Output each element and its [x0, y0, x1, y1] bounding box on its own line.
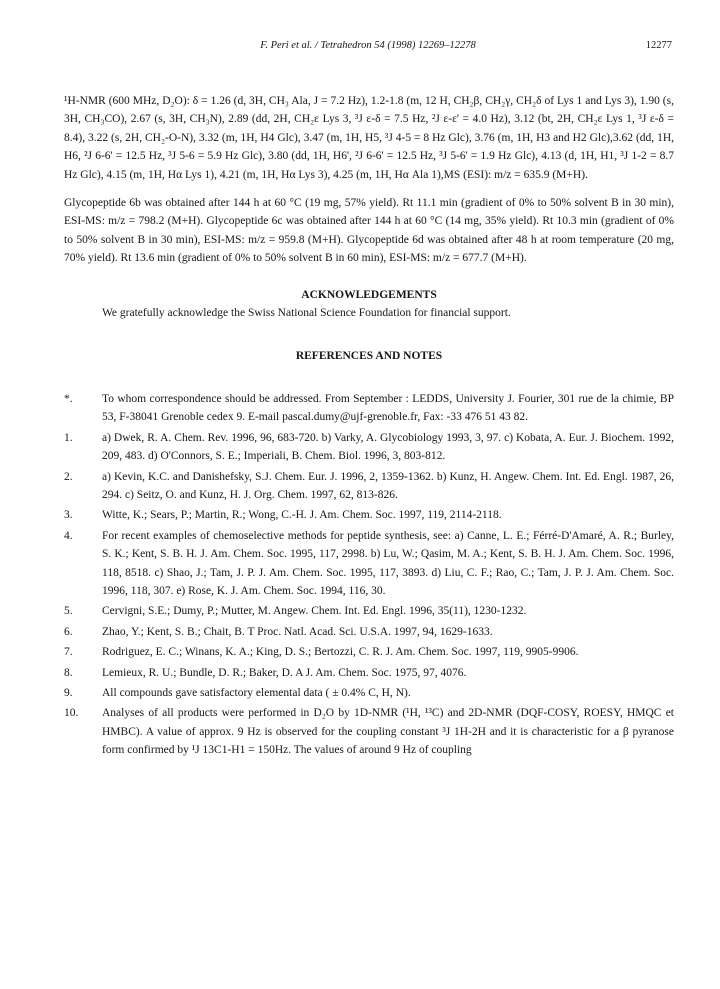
reference-number: 1.: [64, 431, 73, 444]
reference-number: 4.: [64, 529, 73, 542]
page-body: [64, 92, 674, 762]
reference-item: [64, 506, 674, 524]
reference-text: For recent examples of chemoselective methods for peptide synthesis, see: a) Canne, L. E.; Férré-D'Amaré, A. R.; Burley, S. K.; Kent, S. B. H. J. Am. Chem. Soc. 1995, 117, 2998. b) Lu, W.; Qasim, M. A.; Kent, S. B. H. J. Am. Chem. Soc. 1996, 118, 8518. c) Shao, J.; Tam, J. P. J. Am. Chem. Soc. 1995, 117, 3893. d) Liu, C. F.; Rao, C.; Tam, J. P. J. Am. Chem. Soc. 1996, 118, 307. e) Rose, K. J. Am. Chem. Soc. 1994, 116, 30.: [102, 529, 674, 597]
acknowledgements-text: We gratefully acknowledge the Swiss National Science Foundation for financial support.: [102, 307, 511, 320]
reference-text: Cervigni, S.E.; Dumy, P.; Mutter, M. Angew. Chem. Int. Ed. Engl. 1996, 35(11), 1230-1232.: [102, 605, 527, 618]
reference-text: All compounds gave satisfactory elemental data ( ± 0.4% C, H, N).: [102, 686, 411, 699]
reference-number: 6.: [64, 625, 73, 638]
reference-text: Zhao, Y.; Kent, S. B.; Chait, B. T Proc. Natl. Acad. Sci. U.S.A. 1997, 94, 1629-1633.: [102, 625, 493, 638]
reference-text: Analyses of all products were performed in D₂O by 1D-NMR (¹H, ¹³C) and 2D-NMR (DQF-COSY, ROESY, HMQC et HMBC). A value of approx. 9 Hz is observed for the coupling constant ³J 1H-2H and it is characteristic for a β pyranose form confirmed by ¹J 13C1-H1 = 150Hz. The values of around 9 Hz of coupling: [102, 707, 674, 757]
reference-number: *.: [64, 392, 73, 405]
reference-item: [64, 468, 674, 505]
reference-number: 8.: [64, 666, 73, 679]
reference-item: [64, 684, 674, 702]
reference-text: Witte, K.; Sears, P.; Martin, R.; Wong, C.-H. J. Am. Chem. Soc. 1997, 119, 2114-2118.: [102, 509, 502, 522]
page-number: 12277: [645, 40, 672, 51]
acknowledgements-heading: ACKNOWLEDGEMENTS: [301, 288, 437, 301]
reference-number: 9.: [64, 686, 73, 699]
reference-text: Rodriguez, E. C.; Winans, K. A.; King, D. S.; Bertozzi, C. R. J. Am. Chem. Soc. 1997, 119, 9905-9906.: [102, 646, 579, 659]
references-heading: REFERENCES AND NOTES: [295, 350, 443, 363]
reference-item: [64, 429, 674, 466]
reference-text: a) Kevin, K.C. and Danishefsky, S.J. Chem. Eur. J. 1996, 2, 1359-1362. b) Kunz, H. Angew. Chem. Int. Ed. Engl. 1987, 26, 294. c) Seitz, O. and Kunz, H. J. Org. Chem. 1997, 62, 813-826.: [102, 470, 674, 501]
reference-item: [64, 704, 674, 759]
reference-text: a) Dwek, R. A. Chem. Rev. 1996, 96, 683-720. b) Varky, A. Glycobiology 1993, 3, 97. c) Kobata, A. Eur. J. Biochem. 1992, 209, 483. d) O'Connors, S. E.; Imperiali, B. Chem. Biol. 1996, 3, 803-812.: [102, 431, 674, 463]
reference-number: 7.: [64, 646, 73, 659]
reference-item: [64, 602, 674, 620]
reference-number: 2.: [64, 470, 73, 483]
running-header: [64, 40, 672, 56]
reference-number: 3.: [64, 509, 73, 522]
reference-item: [64, 664, 674, 682]
glycopeptide-paragraph: Glycopeptide 6b was obtained after 144 h at 60 °C (19 mg, 57% yield). Rt 11.1 min (gradient of 0% to 50% solvent B in 30 min), ESI-MS: m/z = 798.2 (M+H). Glycopeptide 6c was obtained after 144 h at 60 °C (14 mg, 35% yield). Rt 10.3 min (gradient of 0% to 50% solvent B in 30 min), ESI-MS: m/z = 959.8 (M+H). Glycopeptide 6d was obtained after 48 h at room temperature (20 mg, 70% yield). Rt 13.6 min (gradient of 0% to 50% solvent B in 60 min), ESI-MS: m/z = 677.7 (M+H).: [64, 197, 674, 265]
reference-item: [64, 643, 674, 661]
nmr-paragraph: ¹H-NMR (600 MHz, D₂O): δ = 1.26 (d, 3H, CH₃ Ala, J = 7.2 Hz), 1.2-1.8 (m, 12 H, CH₂β, CH₂γ, CH₂δ of Lys 1 and Lys 3), 1.90 (s, 3H, CH₃CO), 2.67 (s, 3H, CH₃N), 2.89 (dd, 2H, CH₂ε Lys 3, ³J ε-δ = 7.5 Hz, ²J ε-ε' = 4.0 Hz), 3.12 (bt, 2H, CH₂ε Lys 1, ³J ε-δ = 8.4), 3.22 (s, 2H, CH₂-O-N), 3.32 (m, 1H, H4 Glc), 3.47 (m, 1H, H5, ³J 4-5 = 8 Hz Glc), 3.76 (m, 1H, H3 and H2 Glc),3.62 (dd, 1H, H6, ²J 6-6' = 12.5 Hz, ³J 5-6 = 5.9 Hz Glc), 3.80 (dd, 1H, H6', ²J 6-6' = 12.5 Hz, ³J 5-6' = 1.9 Hz Glc), 4.13 (d, 1H, H1, ³J 1-2 = 8.7 Hz Glc), 4.15 (m, 1H, Hα Lys 1), 4.21 (m, 1H, Hα Lys 3), 4.25 (m, 1H, Hα Ala 1),MS (ESI): m/z = 635.9 (M+H).: [64, 95, 674, 181]
reference-item: [64, 527, 674, 601]
reference-item: [64, 623, 674, 641]
reference-text: Lemieux, R. U.; Bundle, D. R.; Baker, D. A J. Am. Chem. Soc. 1975, 97, 4076.: [102, 666, 467, 679]
reference-item: [64, 390, 674, 427]
reference-number: 10.: [64, 707, 79, 720]
reference-text: To whom correspondence should be addressed. From September : LEDDS, University J. Fourier, 301 rue de la chimie, BP 53, F-38041 Grenoble cedex 9. E-mail pascal.dumy@ujf-grenoble.fr, Fax: -33 476 51 43 82.: [102, 392, 674, 424]
running-title: F. Peri et al. / Tetrahedron 54 (1998) 12269–12278: [260, 40, 476, 51]
references-list: [64, 390, 674, 760]
reference-number: 5.: [64, 605, 73, 618]
